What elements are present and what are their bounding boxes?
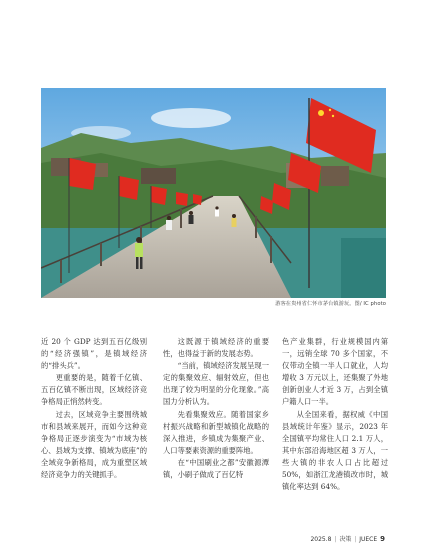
paragraph: “当前，镇域经济发展呈现一定的集聚效应、辐射效应，但也出现了较为明显的分化现象。”高国力分析认为。 bbox=[163, 361, 269, 407]
paragraph: 过去，区域竞争主要围绕城市和县域来展开，而如今这种竞争格局正逐步演变为“市域为核心、县域为支撑、镇域为底座”的全域竞争新格局，成为重塑区域经济竞争力的关键抓手。 bbox=[41, 409, 147, 480]
paragraph: 在“中国刷业之都”安徽源潭镇，小刷子做成了百亿特 bbox=[163, 457, 269, 480]
page-footer bbox=[41, 534, 385, 543]
page-number: 9 bbox=[380, 535, 385, 543]
paragraph: 更重要的是，随着千亿镇、五百亿镇不断出现，区域经济竞争格局正悄然转变。 bbox=[41, 373, 147, 407]
footer-separator: | bbox=[332, 536, 339, 543]
paragraph: 色产业集群，行业规模国内第一，远销全球 70 多个国家，不仅带动全镇一半人口就业，人均增收 3 万元以上，还集聚了外地创新创业人才近 3 万，占到全镇户籍人口一半。 bbox=[282, 337, 388, 407]
footer-separator: | bbox=[352, 536, 359, 543]
paragraph: 这既源于镇域经济的重要性，也得益于新的发展态势。 bbox=[163, 337, 269, 359]
text-column-3 bbox=[282, 336, 388, 493]
paragraph: 近 20 个 GDP 达到五百亿级别的“经济强镇”，是镇域经济的“排头兵”。 bbox=[41, 337, 147, 371]
scenic-bridge-image bbox=[41, 88, 386, 298]
issue-date: 2025.8 bbox=[310, 536, 332, 543]
magazine-name-cn: 决策 bbox=[339, 536, 352, 543]
text-column-1 bbox=[41, 336, 147, 481]
paragraph: 先看集聚效应。随着国家乡村振兴战略和新型城镇化战略的深入推进，乡镇成为集聚产业、人口等要素资源的重要阵地。 bbox=[163, 409, 269, 455]
article-photo bbox=[41, 88, 386, 298]
photo-caption: 游客在贵州省仁怀市茅台镇游玩。图/ IC photo bbox=[275, 301, 386, 307]
paragraph: 从全国来看，据权威《中国县域统计年鉴》显示，2023 年全国镇平均常住人口 2.1 万人，其中东部沿海地区超 3 万人，一些大镇的非农人口占比超过 50%，如浙江龙港镇改市时，城镇化率达到 64%。 bbox=[282, 409, 388, 492]
text-column-2 bbox=[163, 336, 269, 481]
magazine-name-en: JUECE bbox=[359, 536, 378, 543]
